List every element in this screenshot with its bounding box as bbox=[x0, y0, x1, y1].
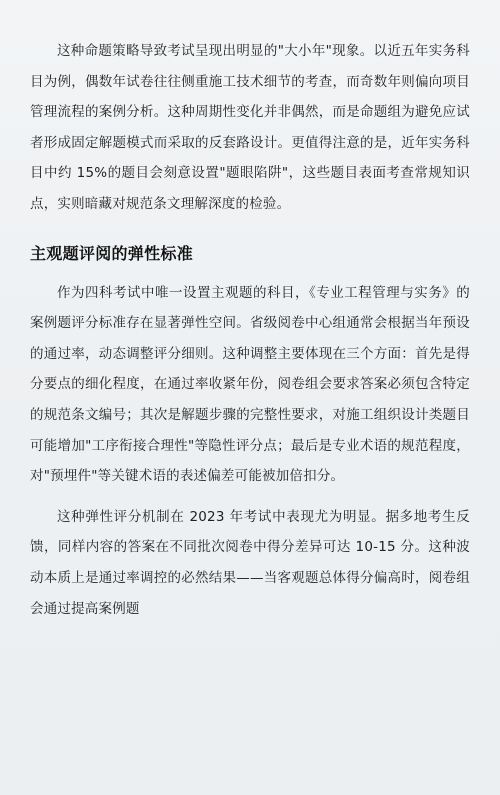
paragraph-2023-example: 这种弹性评分机制在 2023 年考试中表现尤为明显。据多地考生反馈，同样内容的答案在不同批次阅卷中得分差异可达 10-15 分。这种波动本质上是通过率调控的必然结果——当客观题总体得分偏高时，阅卷组会通过提高案例题 bbox=[30, 508, 470, 617]
paragraph-exam-cycle: 这种命题策略导致考试呈现出明显的"大小年"现象。以近五年实务科目为例，偶数年试卷往往侧重施工技术细节的考查，而奇数年则偏向项目管理流程的案例分析。这种周期性变化并非偶然，而是命题组为避免应试者形成固定解题模式而采取的反套路设计。更值得注意的是，近年实务科目中约 15%的题目会刻意设置"题眼陷阱"，这些题目表面考查常规知识点，实则暗藏对规范条文理解深度的检验。 bbox=[30, 43, 470, 212]
paragraph-grading-flexibility: 作为四科考试中唯一设置主观题的科目，《专业工程管理与实务》的案例题评分标准存在显著弹性空间。省级阅卷中心组通常会根据当年预设的通过率，动态调整评分细则。这种调整主要体现在三个方面：首先是得分要点的细化程度，在通过率收紧年份，阅卷组会要求答案必须包含特定的规范条文编号；其次是解题步骤的完整性要求，对施工组织设计类题目可能增加"工序衔接合理性"等隐性评分点；最后是专业术语的规范程度，对"预埋件"等关键术语的表述偏差可能被加倍扣分。 bbox=[30, 284, 470, 485]
section-heading: 主观题评阅的弹性标准 bbox=[30, 243, 194, 263]
